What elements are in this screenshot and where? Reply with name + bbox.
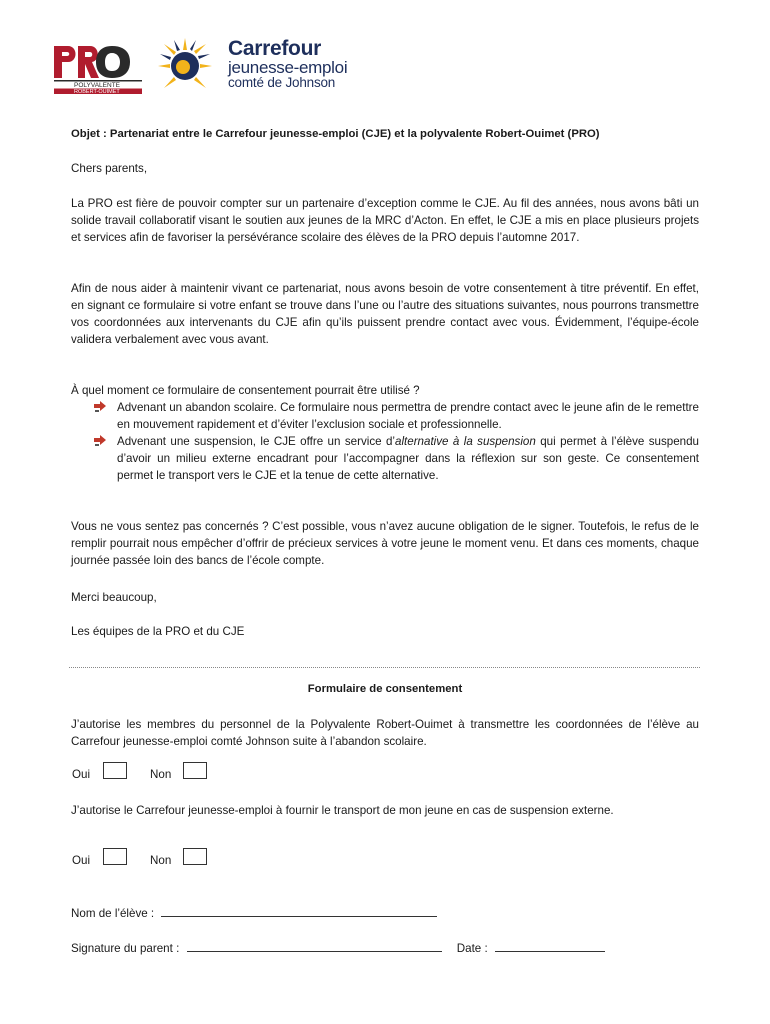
auth2-yes-label: Oui bbox=[72, 854, 91, 867]
auth1-yes-label: Oui bbox=[72, 768, 91, 781]
bullet-2-text-end: qui permet à l’élève suspendu d’avoir un milieu externe encadrant pour l’accompagner dans la réflexion sur son geste. Ce consentement permet le transport vers le CJE et la tenue de cette alternative. bbox=[117, 435, 699, 482]
bullet-2-text-start: Advenant une suspension, le CJE offre un service d’ bbox=[117, 435, 395, 448]
list-item bbox=[93, 433, 699, 484]
arrow-bullet-icon bbox=[93, 433, 107, 447]
letter-paragraph-2: Afin de nous aider à maintenir vivant ce partenariat, nous avons besoin de votre consentement à titre préventif. En effet, en signant ce formulaire si votre enfant se trouve dans l’une ou l’autre des situations suivantes, nous pourrons transmettre vos coordonnées aux intervenants du CJE afin qu’ils puissent prendre contact avec vous. Évidemment, l’équipe-école validera verbalement avec vous avant. bbox=[71, 282, 699, 346]
date-label: Date : bbox=[456, 942, 488, 955]
letter-question: À quel moment ce formulaire de consentement pourrait être utilisé ? bbox=[71, 384, 420, 397]
auth1-no-checkbox[interactable] bbox=[183, 762, 207, 779]
letter-greeting: Chers parents, bbox=[71, 162, 148, 175]
cut-line-divider bbox=[69, 667, 700, 668]
authorization-1: J’autorise les membres du personnel de la Polyvalente Robert-Ouimet à transmettre les coordonnées de l’élève au Carrefour jeunesse-emploi comté Johnson suite à l’abandon scolaire. bbox=[71, 718, 699, 748]
cje-logo-line1: Carrefour bbox=[228, 37, 321, 60]
cje-logo-line3: comté de Johnson bbox=[228, 75, 336, 90]
letter-signoff: Les équipes de la PRO et du CJE bbox=[71, 625, 245, 638]
signature-field[interactable] bbox=[187, 939, 442, 952]
bullet-2-italic: alternative à la suspension bbox=[395, 435, 536, 448]
auth1-yes-checkbox[interactable] bbox=[103, 762, 127, 779]
pro-logo-sub1: POLYVALENTE bbox=[74, 82, 120, 89]
header-logos bbox=[52, 36, 372, 96]
cje-sun-logo bbox=[156, 36, 214, 92]
signature-label: Signature du parent : bbox=[71, 942, 180, 955]
list-item bbox=[93, 399, 699, 433]
auth1-no-label: Non bbox=[150, 768, 172, 781]
auth2-yes-checkbox[interactable] bbox=[103, 848, 127, 865]
signature-row bbox=[71, 939, 605, 955]
cje-logo-text bbox=[228, 38, 347, 90]
arrow-bullet-icon bbox=[93, 399, 107, 413]
auth2-no-label: Non bbox=[150, 854, 172, 867]
bullet-list bbox=[93, 399, 699, 484]
letter-subject: Objet : Partenariat entre le Carrefour jeunesse-emploi (CJE) et la polyvalente Robert-Ouimet (PRO) bbox=[71, 128, 600, 140]
student-name-field[interactable] bbox=[161, 904, 437, 917]
date-field[interactable] bbox=[495, 939, 605, 952]
student-name-row bbox=[71, 904, 437, 920]
pro-logo-sub2: ROBERT-OUIMET bbox=[74, 89, 120, 94]
auth2-no-checkbox[interactable] bbox=[183, 848, 207, 865]
cje-logo-line2: jeunesse-emploi bbox=[228, 58, 348, 77]
letter-paragraph-1: La PRO est fière de pouvoir compter sur un partenaire d’exception comme le CJE. Au fil des années, nous avons bâti un solide travail collaboratif visant le soutien aux jeunes de la MRC d’Acton. En effet, le CJE a mis en place plusieurs projets et services afin de favoriser la persévérance scolaire des élèves de la PRO depuis l’automne 2017. bbox=[71, 197, 699, 244]
authorization-2: J’autorise le Carrefour jeunesse-emploi à fournir le transport de mon jeune en cas de suspension externe. bbox=[71, 804, 614, 817]
student-name-label: Nom de l’élève : bbox=[71, 907, 155, 920]
form-title: Formulaire de consentement bbox=[307, 683, 463, 695]
letter-thanks: Merci beaucoup, bbox=[71, 591, 157, 604]
pro-logo bbox=[52, 42, 144, 94]
bullet-1-text: Advenant un abandon scolaire. Ce formulaire nous permettra de prendre contact avec le jeune afin de le remettre en mouvement rapidement et d’éviter l’exclusion sociale et professionnelle. bbox=[117, 401, 699, 431]
letter-paragraph-3: Vous ne vous sentez pas concernés ? C’est possible, vous n’avez aucune obligation de le signer. Toutefois, le refus de le remplir pourrait nous empêcher d’offrir de précieux services à votre jeune le moment venu. Et dans ces moments, chaque journée passée loin des bancs de l’école compte. bbox=[71, 520, 699, 567]
